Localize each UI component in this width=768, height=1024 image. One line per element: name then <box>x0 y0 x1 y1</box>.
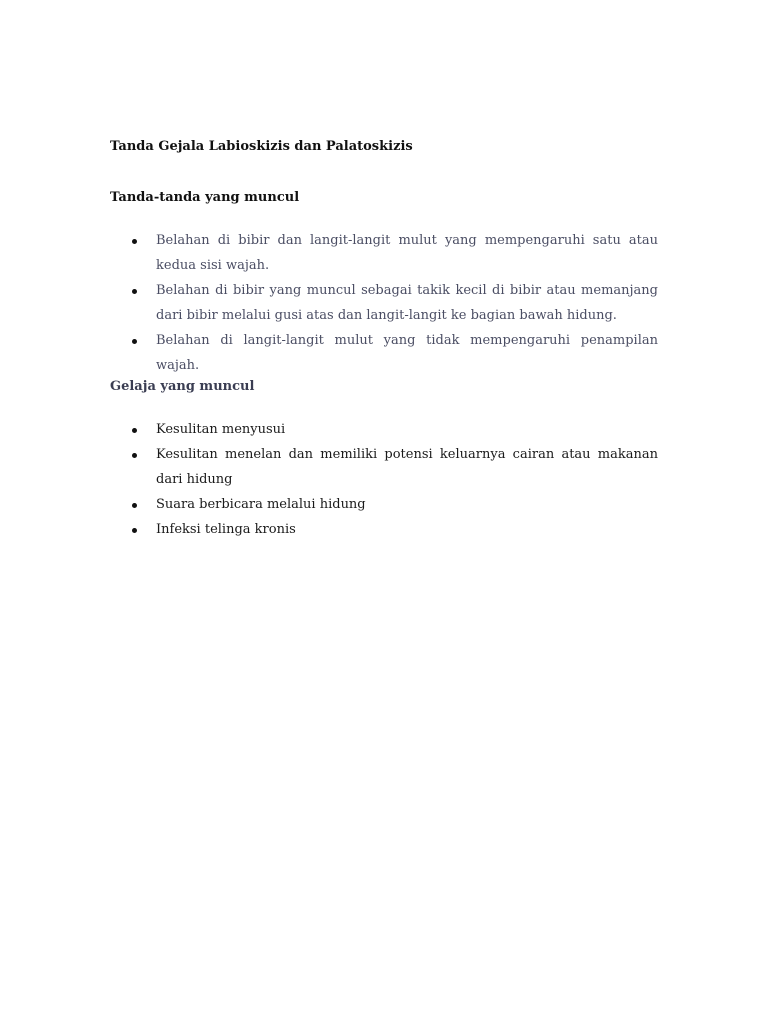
list-item-text: Suara berbicara melalui hidung <box>156 497 366 512</box>
document-title: Tanda Gejala Labioskizis dan Palatoskizis <box>110 139 413 154</box>
bullet-icon <box>132 239 137 244</box>
list-item-text: Belahan di bibir yang muncul sebagai takik kecil di bibir atau memanjang dari bibir melalui gusi atas dan langit-langit ke bagian bawah hidung. <box>156 283 658 323</box>
bullet-icon <box>132 528 137 533</box>
list-item <box>110 328 658 378</box>
list-item-text: Infeksi telinga kronis <box>156 522 296 537</box>
list-item <box>110 442 658 492</box>
list-item <box>110 517 658 542</box>
section-heading-symptoms: Gelaja yang muncul <box>110 379 255 394</box>
bullet-icon <box>132 503 137 508</box>
bullet-icon <box>132 453 137 458</box>
bullet-icon <box>132 339 137 344</box>
bullet-icon <box>132 289 137 294</box>
symptoms-list <box>110 417 658 542</box>
section-heading-signs: Tanda-tanda yang muncul <box>110 190 300 205</box>
bullet-icon <box>132 428 137 433</box>
list-item-text: Belahan di langit-langit mulut yang tidak mempengaruhi penampilan wajah. <box>156 333 658 373</box>
signs-list <box>110 228 658 378</box>
list-item-text: Belahan di bibir dan langit-langit mulut yang mempengaruhi satu atau kedua sisi wajah. <box>156 233 658 273</box>
document-page <box>110 138 658 542</box>
list-item-text: Kesulitan menyusui <box>156 422 286 437</box>
list-item <box>110 228 658 278</box>
list-item-text: Kesulitan menelan dan memiliki potensi keluarnya cairan atau makanan dari hidung <box>156 447 658 487</box>
list-item <box>110 492 658 517</box>
list-item <box>110 278 658 328</box>
list-item <box>110 417 658 442</box>
